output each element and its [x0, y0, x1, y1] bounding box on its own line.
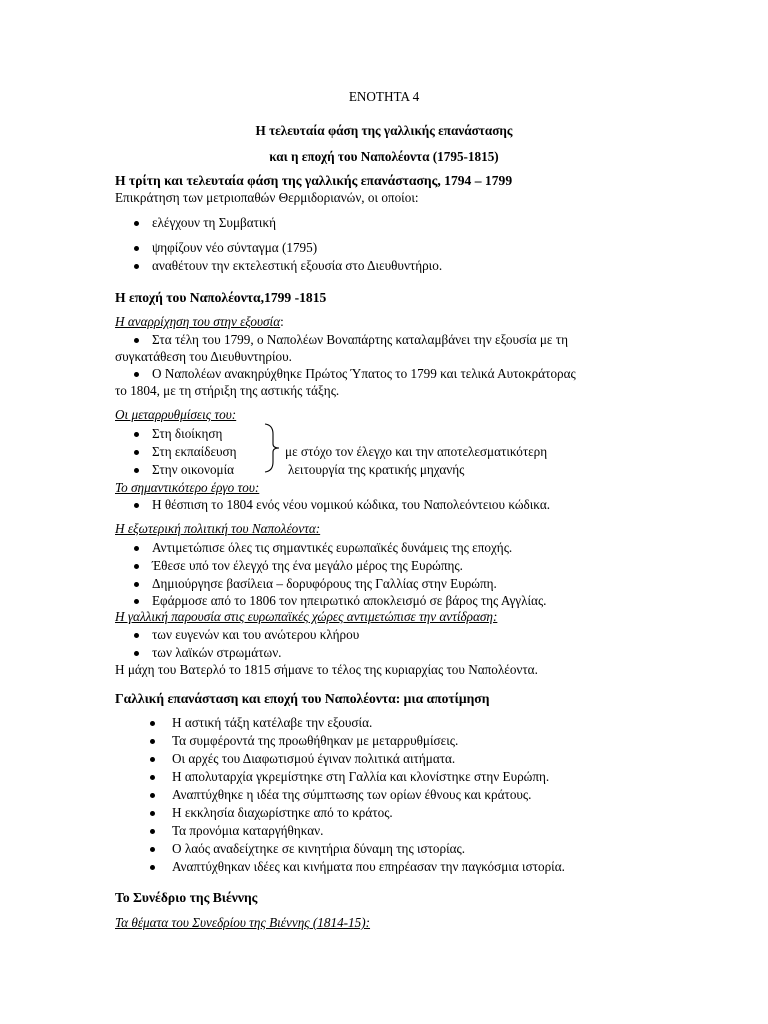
bullet-icon: [150, 865, 155, 870]
bullet-icon: [134, 633, 139, 638]
reaction-item: των λαϊκών στρωμάτων.: [152, 645, 282, 660]
bullet-icon: [134, 246, 139, 251]
list-item: Οι αρχές του Διαφωτισμού έγιναν πολιτικά αιτήματα.: [172, 751, 456, 766]
main-title-line-2: και η εποχή του Ναπολέοντα (1795-1815): [269, 149, 499, 164]
rise-item-2a: Ο Ναπολέων ανακηρύχθηκε Πρώτος Ύπατος το 1799 και τελικά Αυτοκράτορας: [152, 366, 576, 381]
foreign-item: Έθεσε υπό τον έλεγχό της ένα μεγάλο μέρος της Ευρώπης.: [152, 558, 463, 573]
list-item: Αναπτύχθηκαν ιδέες και κινήματα που επηρέασαν την παγκόσμια ιστορία.: [172, 859, 565, 874]
list-item: Τα προνόμια καταργήθηκαν.: [172, 823, 324, 838]
bullet-icon: [150, 721, 155, 726]
bullet-icon: [134, 338, 139, 343]
bullet-icon: [150, 847, 155, 852]
section-1-intro: Επικράτηση των μετριοπαθών Θερμιδοριανών, οι οποίοι:: [115, 190, 419, 205]
bullet-icon: [134, 468, 139, 473]
bullet-icon: [150, 775, 155, 780]
reforms-goal-line-2: λειτουργία της κρατικής μηχανής: [288, 462, 465, 477]
work-item: Η θέσπιση το 1804 ενός νέου νομικού κώδικα, του Ναπολεόντειου κώδικα.: [152, 497, 551, 512]
reform-item: Στη εκπαίδευση: [152, 444, 237, 459]
foreign-label: Η εξωτερική πολιτική του Ναπολέοντα:: [115, 521, 321, 536]
unit-title: ΕΝΟΤΗΤΑ 4: [348, 89, 420, 104]
main-title-line-1: Η τελευταία φάση της γαλλικής επανάστασης: [255, 123, 513, 138]
foreign-item: Εφάρμοσε από το 1806 τον ηπειρωτικό αποκλεισμό σε βάρος της Αγγλίας.: [152, 593, 547, 608]
list-item: αναθέτουν την εκτελεστική εξουσία στο Διευθυντήριο.: [152, 258, 443, 273]
rise-item-1b: συγκατάθεση του Διευθυντηρίου.: [115, 349, 292, 364]
work-label: Το σημαντικότερο έργο του:: [115, 480, 260, 495]
bullet-icon: [150, 757, 155, 762]
bullet-icon: [134, 564, 139, 569]
section-1-heading: Η τρίτη και τελευταία φάση της γαλλικής επανάστασης, 1794 – 1799: [115, 173, 513, 188]
foreign-item: Αντιμετώπισε όλες τις σημαντικές ευρωπαϊκές δυνάμεις της εποχής.: [152, 540, 513, 555]
reaction-label: Η γαλλική παρουσία στις ευρωπαϊκές χώρες αντιμετώπισε την αντίδραση:: [115, 609, 498, 624]
topics-label: Τα θέματα του Συνεδρίου της Βιέννης (1814-15):: [115, 915, 371, 930]
bullet-icon: [134, 546, 139, 551]
waterloo-text: Η μάχη του Βατερλό το 1815 σήμανε το τέλος της κυριαρχίας του Ναπολέοντα.: [115, 662, 538, 677]
bullet-icon: [150, 793, 155, 798]
list-item: ελέγχουν τη Συμβατική: [152, 215, 277, 230]
reforms-goal-line-1: με στόχο τον έλεγχο και την αποτελεσματικότερη: [285, 444, 548, 459]
reforms-label: Οι μεταρρυθμίσεις του:: [115, 407, 237, 422]
section-4-heading: Το Συνέδριο της Βιέννης: [115, 890, 258, 905]
bullet-icon: [134, 432, 139, 437]
section-2-heading: Η εποχή του Ναπολέοντα,1799 -1815: [115, 290, 327, 305]
bullet-icon: [134, 651, 139, 656]
reaction-item: των ευγενών και του ανώτερου κλήρου: [152, 627, 360, 642]
rise-item-2b: το 1804, με τη στήριξη της αστικής τάξης.: [115, 383, 340, 398]
list-item: ψηφίζουν νέο σύνταγμα (1795): [152, 240, 318, 255]
bullet-icon: [134, 372, 139, 377]
bullet-icon: [134, 599, 139, 604]
foreign-item: Δημιούργησε βασίλεια – δορυφόρους της Γαλλίας στην Ευρώπη.: [152, 576, 497, 591]
reform-item: Στην οικονομία: [152, 462, 235, 477]
rise-label-line: [115, 313, 284, 330]
rise-item-1a: Στα τέλη του 1799, ο Ναπολέων Βοναπάρτης καταλαμβάνει την εξουσία με τη: [152, 332, 568, 347]
curly-brace-icon: [262, 422, 282, 474]
list-item: Η απολυταρχία γκρεμίστηκε στη Γαλλία και κλονίστηκε στην Ευρώπη.: [172, 769, 550, 784]
reform-item: Στη διοίκηση: [152, 426, 223, 441]
list-item: Αναπτύχθηκε η ιδέα της σύμπτωσης των ορίων έθνους και κράτους.: [172, 787, 532, 802]
rise-label: Η αναρρίχηση του στην εξουσία: [115, 314, 281, 329]
list-item: Ο λαός αναδείχτηκε σε κινητήρια δύναμη της ιστορίας.: [172, 841, 466, 856]
bullet-icon: [134, 450, 139, 455]
list-item: Η αστική τάξη κατέλαβε την εξουσία.: [172, 715, 373, 730]
bullet-icon: [134, 503, 139, 508]
bullet-icon: [150, 739, 155, 744]
list-item: Η εκκλησία διαχωρίστηκε από το κράτος.: [172, 805, 393, 820]
bullet-icon: [150, 829, 155, 834]
bullet-icon: [134, 221, 139, 226]
bullet-icon: [134, 264, 139, 269]
rise-label-colon: :: [280, 314, 284, 329]
bullet-icon: [134, 582, 139, 587]
bullet-icon: [150, 811, 155, 816]
section-3-heading: Γαλλική επανάσταση και εποχή του Ναπολέοντα: μια αποτίμηση: [115, 691, 490, 706]
list-item: Τα συμφέροντά της προωθήθηκαν με μεταρρυθμίσεις.: [172, 733, 459, 748]
